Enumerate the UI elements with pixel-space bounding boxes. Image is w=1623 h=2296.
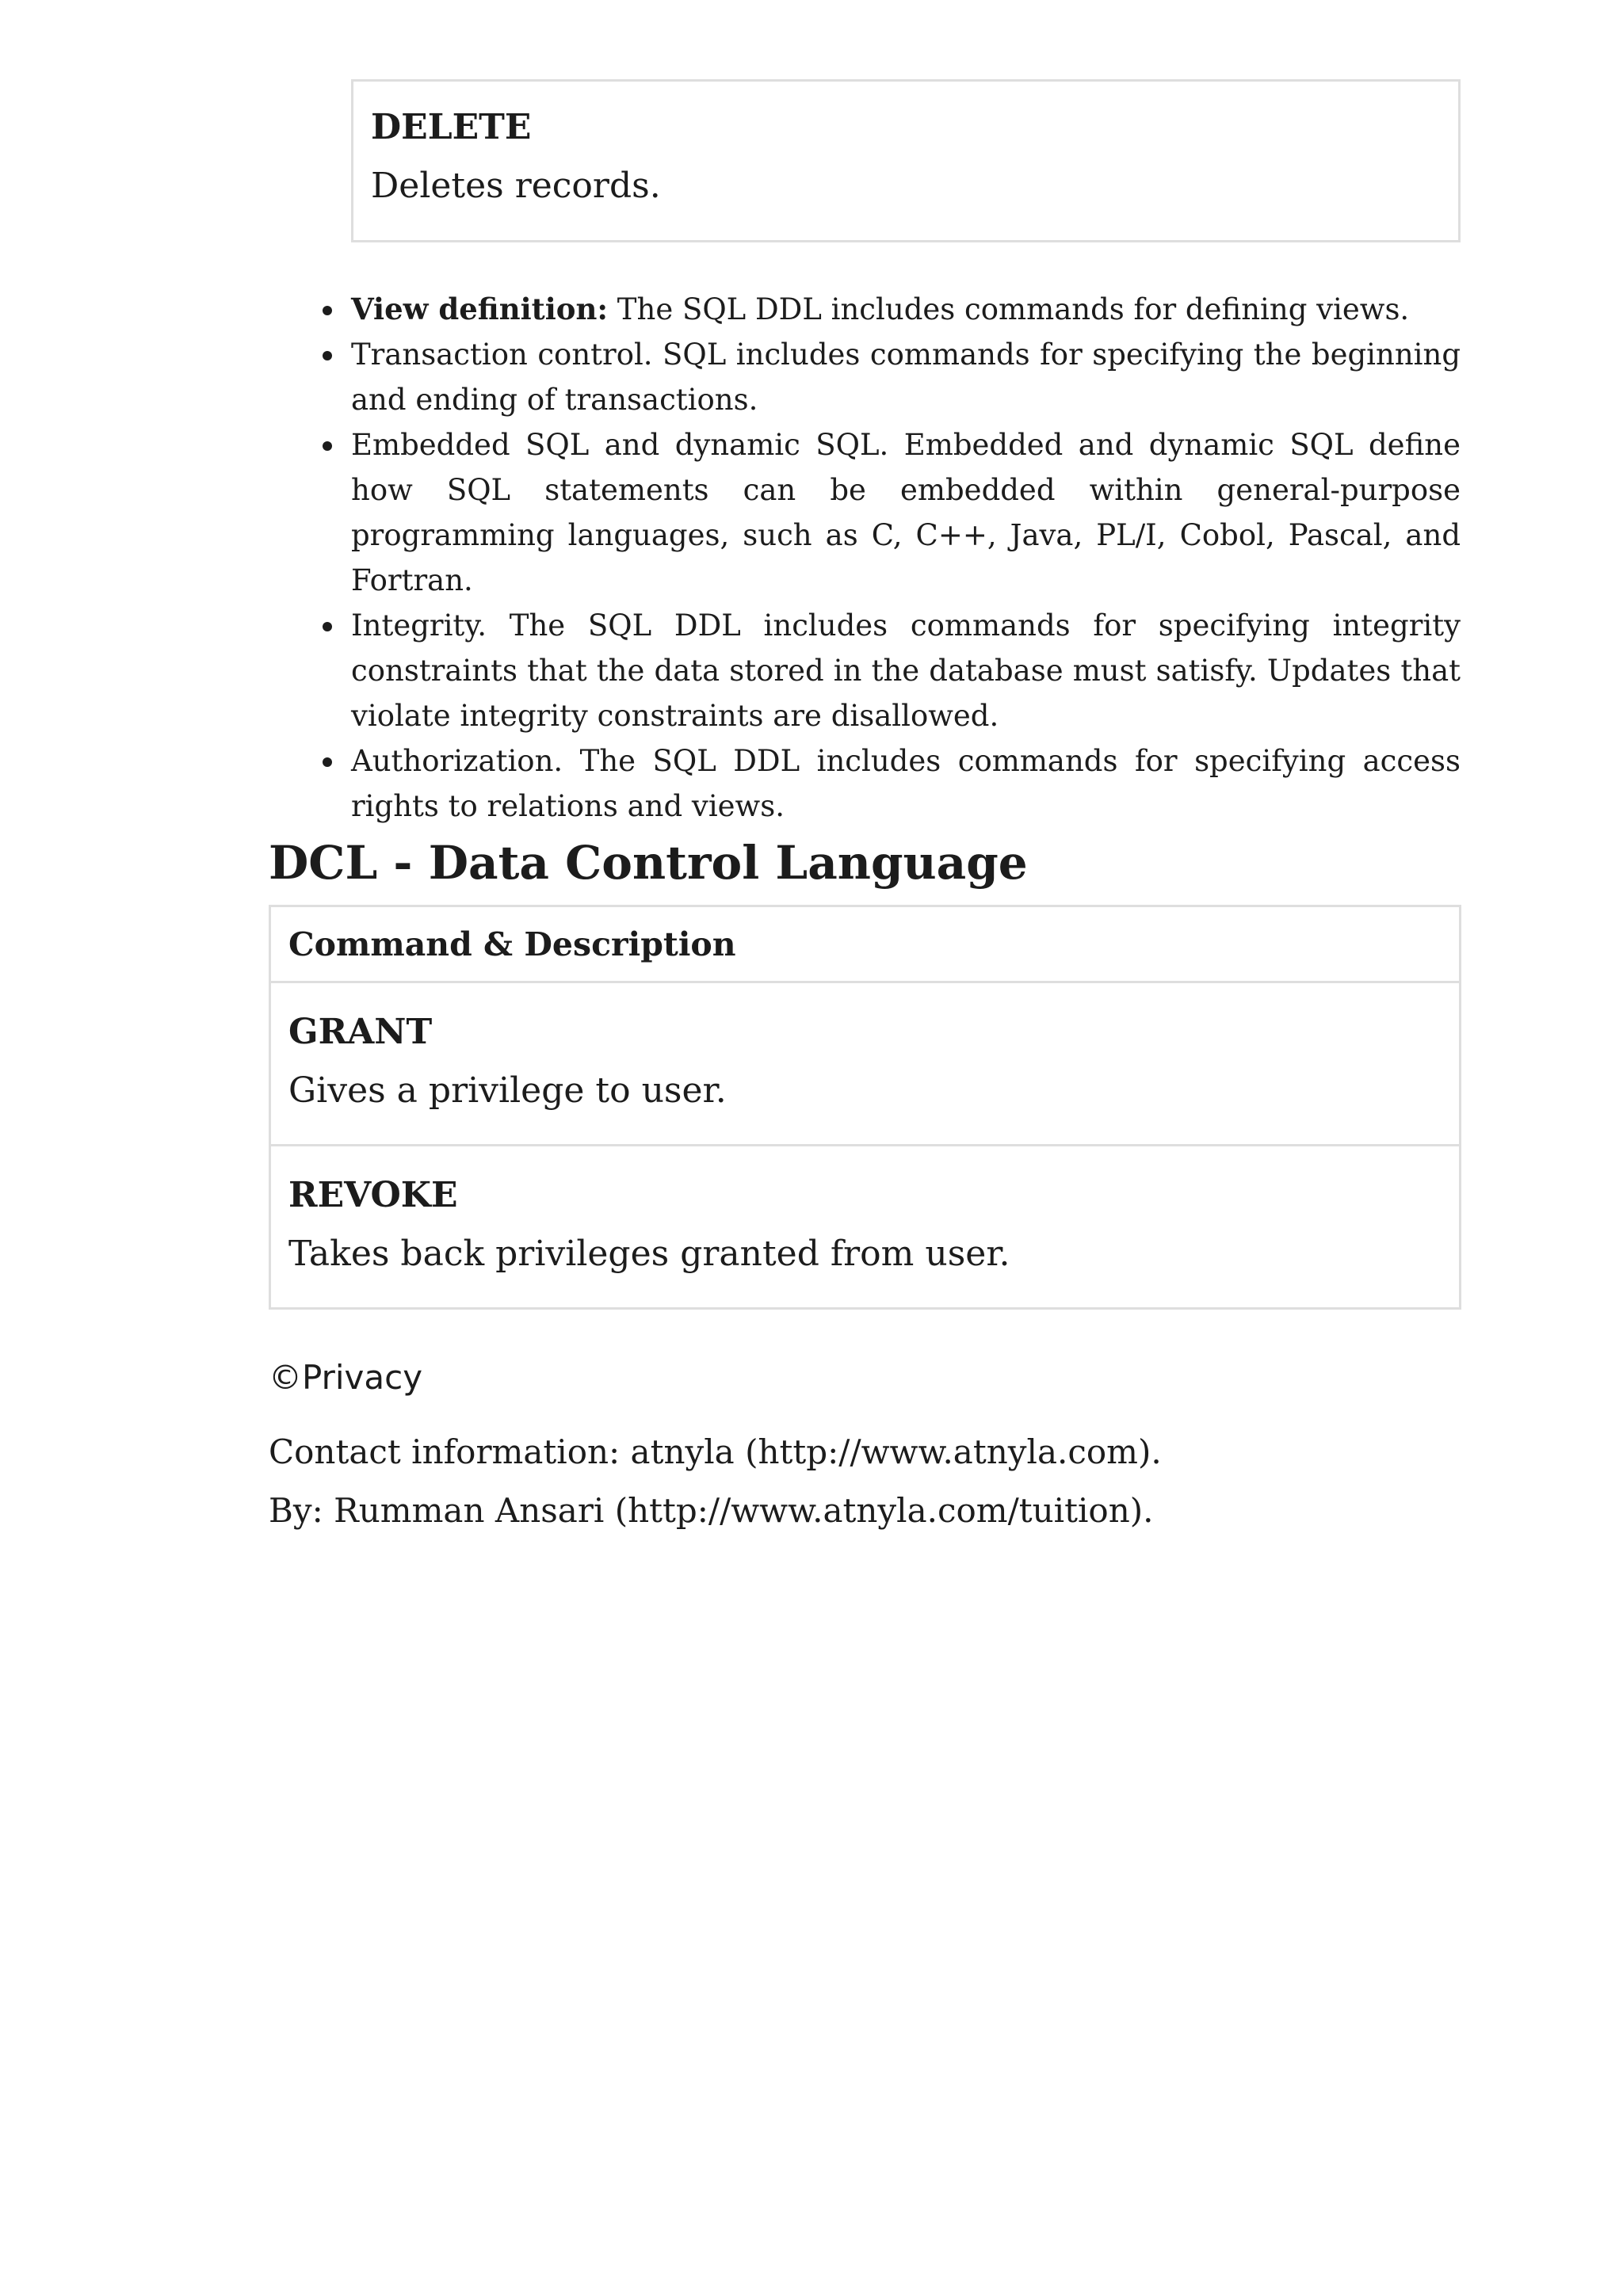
table-header-row (270, 906, 1461, 982)
command-description: Deletes records. (371, 166, 661, 206)
command-title: GRANT (288, 1012, 433, 1052)
contact-info: Contact information: atnyla (http://www.atnyla.com). (269, 1432, 1162, 1471)
list-item-text: Embedded SQL and dynamic SQL. Embedded and dynamic SQL define how SQL statements can be embedded within general-purpose programming languages, such as C, C++, Java, PL/I, Cobol, Pascal, and Fortran. (351, 428, 1461, 597)
command-description: Takes back privileges granted from user. (288, 1234, 1010, 1274)
list-item-text: Integrity. The SQL DDL includes commands for specifying integrity constraints that the data stored in the database must satisfy. Updates that violate integrity constraints are disallowed. (351, 608, 1461, 733)
ddl-features-list (351, 287, 1461, 829)
table-header: Command & Description (270, 906, 1461, 982)
list-item-text: Authorization. The SQL DDL includes commands for specifying access rights to relations and views. (351, 744, 1461, 823)
list-item-text: Transaction control. SQL includes commands for specifying the beginning and ending of transactions. (351, 338, 1461, 417)
table-row (270, 1146, 1461, 1309)
list-item (351, 287, 1461, 332)
privacy-notice: ©Privacy (269, 1358, 423, 1397)
author-byline: By: Rumman Ansari (http://www.atnyla.com/tuition). (269, 1491, 1154, 1530)
dcl-commands-table (269, 905, 1461, 1310)
table-cell (270, 982, 1461, 1146)
list-item (351, 603, 1461, 738)
list-item-bold: View definition: (351, 292, 609, 326)
list-item (351, 738, 1461, 829)
command-title: DELETE (371, 107, 532, 147)
command-title: REVOKE (288, 1175, 458, 1215)
list-item (351, 422, 1461, 603)
command-description: Gives a privilege to user. (288, 1070, 727, 1111)
list-item (351, 332, 1461, 422)
table-row (270, 982, 1461, 1146)
section-heading: DCL - Data Control Language (269, 836, 1028, 890)
delete-command-box (351, 79, 1461, 242)
table-cell (270, 1146, 1461, 1309)
list-item-text: The SQL DDL includes commands for defining views. (608, 292, 1410, 326)
